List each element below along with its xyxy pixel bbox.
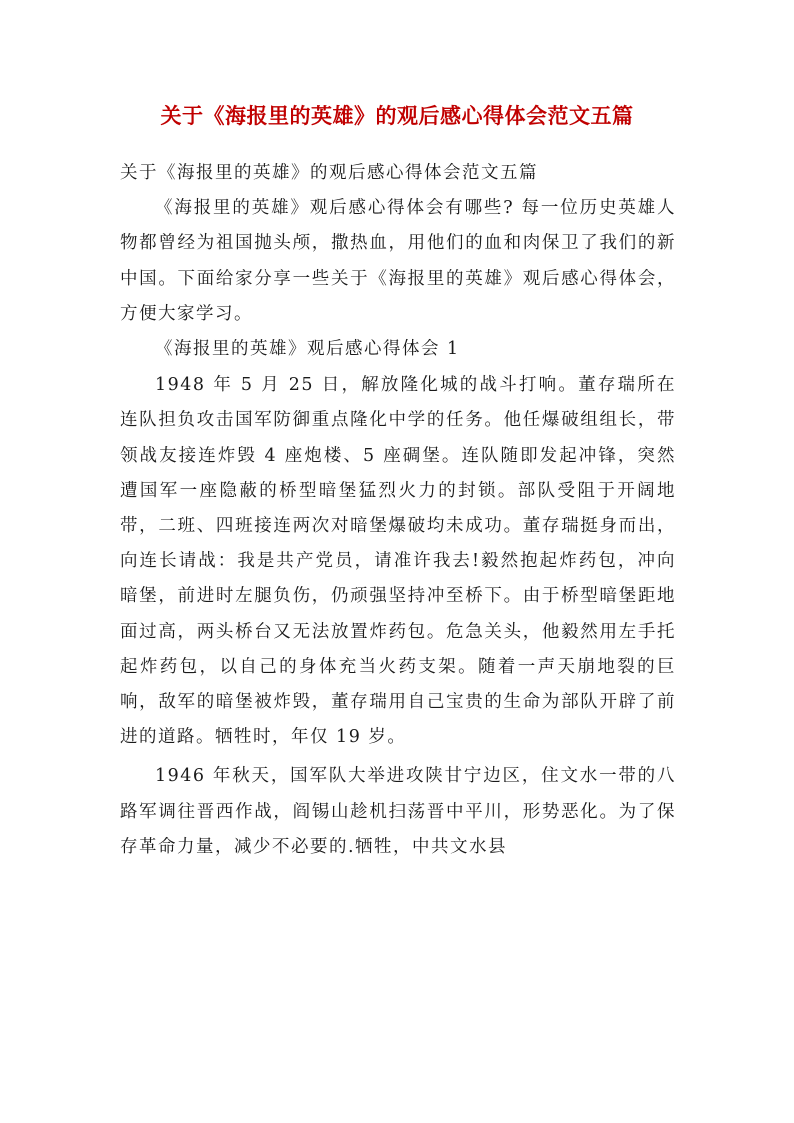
paragraph-body-1: 1948 年 5 月 25 日，解放隆化城的战斗打响。董存瑞所在连队担负攻击国军防御重点隆化中学的任务。他任爆破组组长，带领战友接连炸毁 4 座炮楼、5 座碉堡。连队随即发起冲锋，突然遭国军一座隐蔽的桥型暗堡猛烈火力的封锁。部队受阻于开阔地带，二班、四班接连两次对暗堡爆破均未成功。董存瑞挺身而出，向连长请战：我是共产党员，请准许我去!毅然抱起炸药包，冲向暗堡，前进时左腿负伤，仍顽强坚持冲至桥下。由于桥型暗堡距地面过高，两头桥台又无法放置炸药包。危急关头，他毅然用左手托起炸药包，以自己的身体充当火药支架。随着一声天崩地裂的巨响，敌军的暗堡被炸毁，董存瑞用自己宝贵的生命为部队开辟了前进的道路。牺牲时，年仅 19 岁。 xyxy=(120,375,676,748)
paragraph-body-2: 1946 年秋天，国军队大举进攻陕甘宁边区，住文水一带的八路军调往晋西作战，阎锡山趁机扫荡晋中平川，形势恶化。为了保存革命力量，减少不必要的.牺牲，中共文水县 xyxy=(120,766,676,857)
document-body xyxy=(120,156,676,865)
paragraph-heading: 关于《海报里的英雄》的观后感心得体会范文五篇 xyxy=(120,163,538,183)
document-title: 关于《海报里的英雄》的观后感心得体会范文五篇 xyxy=(160,103,634,128)
paragraph-subheading: 《海报里的英雄》观后感心得体会 1 xyxy=(155,339,460,360)
paragraph-intro: 《海报里的英雄》观后感心得体会有哪些? 每一位历史英雄人物都曾经为祖国抛头颅，撒热血，用他们的血和肉保卫了我们的新中国。下面给家分享一些关于《海报里的英雄》观后感心得体会，方便大家学习。 xyxy=(120,198,676,324)
